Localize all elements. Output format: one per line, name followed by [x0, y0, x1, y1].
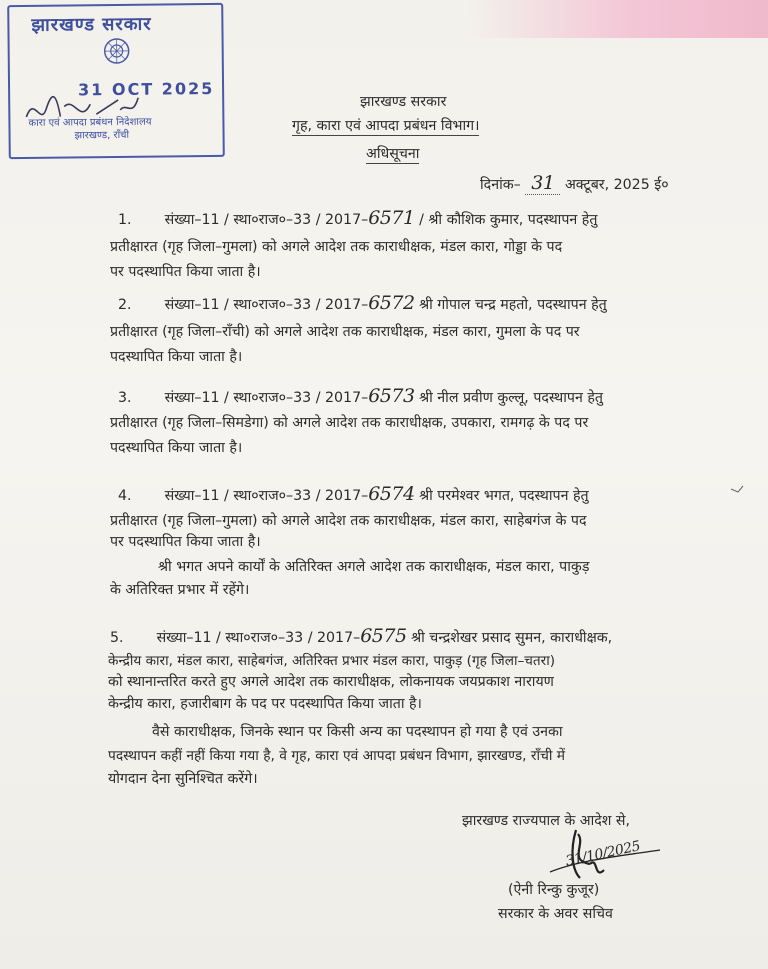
date-suffix: अक्टूबर, 2025 ई० — [564, 177, 669, 193]
order-5-ref-no: 6575 — [360, 625, 407, 647]
order-4-line3: पर पदस्थापित किया जाता है। — [110, 534, 261, 550]
stamp-office — [18, 115, 218, 143]
date-day: 31 — [525, 172, 560, 195]
order-2-ref: संख्या–11 / स्था०राज०–33 / 2017– — [164, 297, 369, 313]
order-3-line3: पदस्थापित किया जाता है। — [110, 440, 243, 456]
stamp-title: झारखण्ड सरकार — [31, 13, 152, 36]
order-2-line1 — [118, 292, 607, 314]
office-stamp — [7, 3, 225, 159]
signature-date: 31/10/2025 — [564, 838, 642, 870]
order-3-ref-no: 6573 — [368, 385, 415, 407]
order-2-ref-no: 6572 — [368, 292, 415, 314]
order-1-line1 — [118, 207, 597, 229]
order-3-line2: प्रतीक्षारत (गृह जिला–सिमडेगा) को अगले आदेश तक काराधीक्षक, उपकारा, रामगढ़ के पद पर — [110, 415, 589, 431]
closing-line3: योगदान देना सुनिश्चित करेंगे। — [108, 771, 258, 787]
order-5-line1-rest: श्री चन्द्रशेखर प्रसाद सुमन, काराधीक्षक, — [411, 630, 613, 646]
order-3-line1-rest: श्री नील प्रवीण कुल्लू, पदस्थापन हेतु — [419, 390, 603, 406]
order-1-line3: पर पदस्थापित किया जाता है। — [110, 264, 261, 280]
order-by-governor: झारखण्ड राज्यपाल के आदेश से, — [462, 813, 631, 829]
closing-line1: वैसे काराधीक्षक, जिनके स्थान पर किसी अन्य का पदस्थापन हो गया है एवं उनका — [152, 724, 563, 740]
order-4-num: 4. — [118, 488, 132, 504]
order-2-line2: प्रतीक्षारत (गृह जिला–राँची) को अगले आदेश तक काराधीक्षक, मंडल कारा, गुमला के पद पर — [110, 324, 580, 340]
order-2-line3: पदस्थापित किया जाता है। — [110, 349, 243, 365]
order-4-line1 — [118, 483, 589, 505]
order-2-num: 2. — [118, 297, 132, 313]
page-edge-shadow — [468, 0, 768, 38]
order-5-line2: केन्द्रीय कारा, मंडल कारा, साहेबगंज, अतिरिक्त प्रभार मंडल कारा, पाकुड़ (गृह जिला–चतरा) — [108, 653, 556, 669]
margin-tick-mark — [730, 485, 744, 493]
order-4-line1-rest: श्री परमेश्वर भगत, पदस्थापन हेतु — [419, 488, 589, 504]
notice-date — [480, 172, 669, 194]
order-1-ref-no: 6571 — [368, 207, 415, 229]
order-1-num: 1. — [118, 212, 132, 228]
order-4-ref: संख्या–11 / स्था०राज०–33 / 2017– — [164, 488, 369, 504]
stamp-office-line2: झारखण्ड, राँची — [74, 129, 130, 142]
order-5-ref: संख्या–11 / स्था०राज०–33 / 2017– — [156, 630, 361, 646]
order-2-line1-rest: श्री गोपाल चन्द्र महतो, पदस्थापन हेतु — [419, 297, 607, 313]
order-3-num: 3. — [118, 390, 132, 406]
order-3-ref: संख्या–11 / स्था०राज०–33 / 2017– — [164, 390, 369, 406]
order-5-num: 5. — [110, 630, 124, 646]
order-4-extra1: श्री भगत अपने कार्यों के अतिरिक्त अगले आदेश तक काराधीक्षक, मंडल कारा, पाकुड़ — [158, 559, 590, 575]
signatory-designation: सरकार के अवर सचिव — [498, 906, 613, 922]
order-4-extra2: के अतिरिक्त प्रभार में रहेंगे। — [110, 582, 250, 598]
order-5-line3: को स्थानान्तरित करते हुए अगले आदेश तक काराधीक्षक, लोकनायक जयप्रकाश नारायण — [108, 674, 554, 690]
closing-line2: पदस्थापन कहीं नहीं किया गया है, वे गृह, कारा एवं आपदा प्रबंधन विभाग, झारखण्ड, राँची में — [108, 748, 566, 764]
order-4-ref-no: 6574 — [368, 483, 415, 505]
signatory-name: (ऐनी रिन्कु कुजूर) — [508, 882, 600, 898]
notice-heading: अधिसूचना — [366, 146, 420, 162]
stamp-date: 31 OCT 2025 — [77, 78, 215, 100]
order-4-line2: प्रतीक्षारत (गृह जिला–गुमला) को अगले आदेश तक काराधीक्षक, मंडल कारा, साहेबगंज के पद — [110, 513, 587, 529]
date-prefix: दिनांक– — [480, 177, 521, 193]
order-1-ref: संख्या–11 / स्था०राज०–33 / 2017– — [164, 212, 369, 228]
department-heading: गृह, कारा एवं आपदा प्रबंधन विभाग। — [292, 118, 480, 134]
order-5-line1 — [110, 625, 612, 647]
order-1-line1-rest: / श्री कौशिक कुमार, पदस्थापन हेतु — [419, 212, 598, 228]
emblem-icon — [102, 36, 132, 66]
order-3-line1 — [118, 385, 603, 407]
order-1-line2: प्रतीक्षारत (गृह जिला–गुमला) को अगले आदेश तक काराधीक्षक, मंडल कारा, गोड्डा के पद — [110, 239, 563, 255]
govt-heading: झारखण्ड सरकार — [360, 94, 447, 110]
stamp-office-line1: कारा एवं आपदा प्रबंधन निदेशालय — [28, 116, 152, 129]
order-5-line4: केन्द्रीय कारा, हजारीबाग के पद पर पदस्थापित किया जाता है। — [108, 696, 422, 712]
